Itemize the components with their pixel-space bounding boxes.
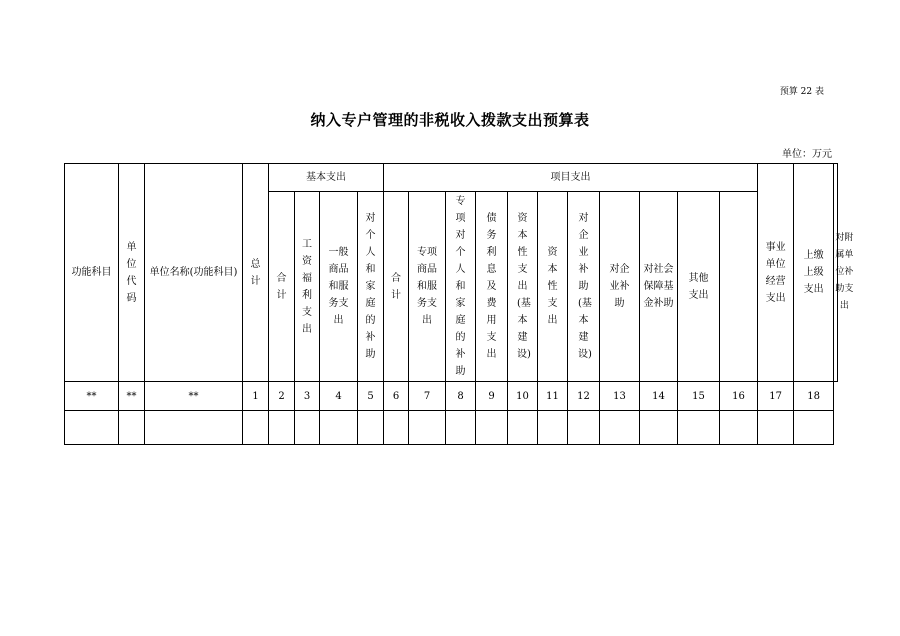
index-cell: 2 xyxy=(269,382,295,411)
header-basic-subtotal: 合计 xyxy=(269,192,295,382)
header-row-group xyxy=(65,164,838,192)
header-enterprise-basic: 对企业补助(基本建设) xyxy=(568,192,600,382)
index-cell: 11 xyxy=(538,382,568,411)
header-enterprise: 对企业补助 xyxy=(600,192,640,382)
header-unit-name: 单位名称(功能科目) xyxy=(145,164,243,382)
header-special-personal: 专项对个人和家庭的补助 xyxy=(446,192,476,382)
budget-table xyxy=(64,163,854,445)
index-cell: 8 xyxy=(446,382,476,411)
data-cell[interactable] xyxy=(119,411,145,445)
data-cell[interactable] xyxy=(446,411,476,445)
header-subsidiary: 对附属单位补助支出 xyxy=(834,164,838,382)
header-upper-payment: 上缴上级支出 xyxy=(794,164,834,382)
header-basic-group: 基本支出 xyxy=(269,164,384,192)
header-capital: 资本性支出 xyxy=(538,192,568,382)
page-number: 预算 22 表 xyxy=(779,87,824,97)
data-cell[interactable] xyxy=(568,411,600,445)
data-cell[interactable] xyxy=(145,411,243,445)
index-cell: 17 xyxy=(758,382,794,411)
data-cell[interactable] xyxy=(508,411,538,445)
data-cell[interactable] xyxy=(295,411,320,445)
index-cell: ** xyxy=(119,382,145,411)
data-cell[interactable] xyxy=(758,411,794,445)
index-cell: 13 xyxy=(600,382,640,411)
header-capital-basic: 资本性支出(基本建设) xyxy=(508,192,538,382)
header-unit-code: 单位代码 xyxy=(119,164,145,382)
index-cell: 15 xyxy=(678,382,720,411)
data-cell[interactable] xyxy=(678,411,720,445)
header-total: 总计 xyxy=(243,164,269,382)
index-cell: 9 xyxy=(476,382,508,411)
index-cell: 12 xyxy=(568,382,600,411)
index-cell: 10 xyxy=(508,382,538,411)
index-cell: 16 xyxy=(720,382,758,411)
index-cell: 6 xyxy=(384,382,409,411)
data-cell[interactable] xyxy=(320,411,358,445)
header-project-subtotal: 合计 xyxy=(384,192,409,382)
header-project-group: 项目支出 xyxy=(384,164,758,192)
index-cell: 18 xyxy=(794,382,834,411)
index-cell: 3 xyxy=(295,382,320,411)
header-personal-family: 对个人和家庭的补助 xyxy=(358,192,384,382)
header-special-goods: 专项商品和服务支出 xyxy=(409,192,446,382)
data-cell[interactable] xyxy=(476,411,508,445)
index-cell: ** xyxy=(65,382,119,411)
data-cell[interactable] xyxy=(269,411,295,445)
index-row xyxy=(65,382,838,411)
header-social-security: 对社会保障基金补助 xyxy=(640,192,678,382)
header-wages: 工资福利支出 xyxy=(295,192,320,382)
data-cell[interactable] xyxy=(538,411,568,445)
data-cell[interactable] xyxy=(409,411,446,445)
header-func-subject: 功能科目 xyxy=(65,164,119,382)
data-cell[interactable] xyxy=(65,411,119,445)
data-cell[interactable] xyxy=(600,411,640,445)
index-cell: 5 xyxy=(358,382,384,411)
data-cell[interactable] xyxy=(794,411,834,445)
data-cell[interactable] xyxy=(358,411,384,445)
header-other: 其他支出 xyxy=(678,192,720,382)
data-row xyxy=(65,411,838,445)
data-cell[interactable] xyxy=(384,411,409,445)
data-cell[interactable] xyxy=(243,411,269,445)
unit-label: 单位：万元 xyxy=(782,149,832,160)
page-title: 纳入专户管理的非税收入拨款支出预算表 xyxy=(310,111,590,129)
data-cell[interactable] xyxy=(640,411,678,445)
index-cell: 1 xyxy=(243,382,269,411)
header-goods-services: 一般商品和服务支出 xyxy=(320,192,358,382)
index-cell: 4 xyxy=(320,382,358,411)
index-cell: 14 xyxy=(640,382,678,411)
header-debt-interest: 债务利息及费用支出 xyxy=(476,192,508,382)
index-cell: ** xyxy=(145,382,243,411)
header-business-unit: 事业单位经营支出 xyxy=(758,164,794,382)
index-cell: 7 xyxy=(409,382,446,411)
data-cell[interactable] xyxy=(720,411,758,445)
